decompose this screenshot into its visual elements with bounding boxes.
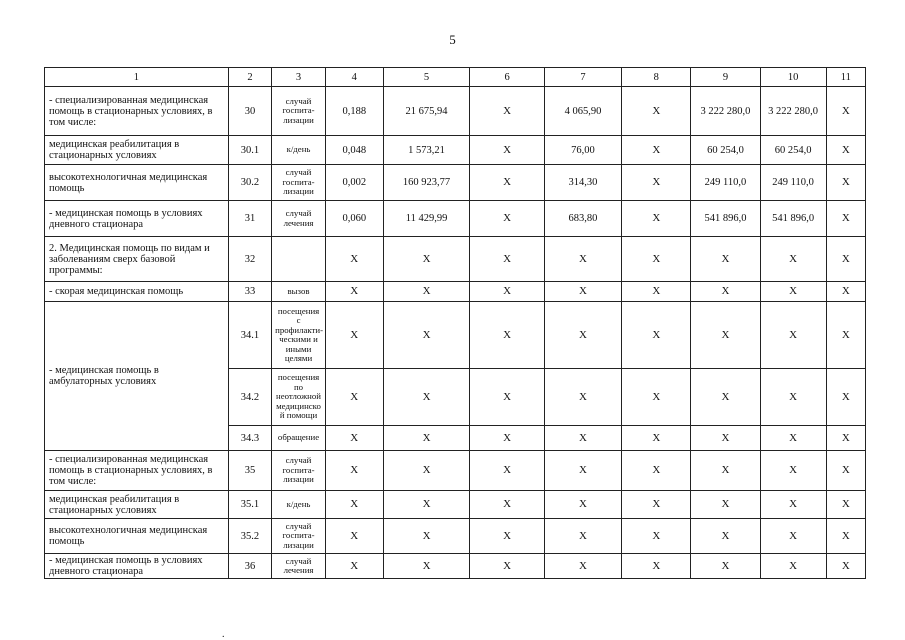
cell-col10: X: [760, 491, 826, 519]
cell-col6: X: [470, 451, 544, 491]
page-number: 5: [449, 32, 456, 47]
cell-col10: X: [760, 369, 826, 426]
column-header: 1: [45, 68, 229, 87]
cell-col6: X: [470, 87, 544, 136]
cell-col7: X: [544, 491, 621, 519]
cell-col5: X: [383, 302, 470, 369]
cell-col9: 249 110,0: [691, 165, 760, 201]
column-header: 10: [760, 68, 826, 87]
cell-col6: X: [470, 426, 544, 451]
row-unit: к/день: [272, 136, 326, 165]
table-row: [45, 282, 866, 302]
cell-col5: X: [383, 426, 470, 451]
row-unit: случай госпита-лизации: [272, 87, 326, 136]
cell-col9: X: [691, 451, 760, 491]
cell-col5: X: [383, 491, 470, 519]
cell-col10: 249 110,0: [760, 165, 826, 201]
cell-col11: X: [826, 87, 865, 136]
row-name: - медицинская помощь в условиях дневного стационара: [45, 554, 229, 579]
cell-col10: 541 896,0: [760, 201, 826, 237]
cell-col7: X: [544, 451, 621, 491]
cell-col11: X: [826, 282, 865, 302]
cell-col10: X: [760, 426, 826, 451]
cell-col11: X: [826, 491, 865, 519]
cell-col8: X: [622, 491, 691, 519]
cell-col7: X: [544, 554, 621, 579]
row-name: высокотехнологичная медицинская помощь: [45, 519, 229, 554]
cell-col4: X: [325, 369, 383, 426]
cell-col7: 76,00: [544, 136, 621, 165]
row-name: 2. Медицинская помощь по видам и заболеваниям сверх базовой программы:: [45, 237, 229, 282]
cell-col4: X: [325, 491, 383, 519]
cell-col9: X: [691, 237, 760, 282]
cell-col10: X: [760, 554, 826, 579]
cell-col4: 0,060: [325, 201, 383, 237]
cell-col6: X: [470, 491, 544, 519]
cell-col9: 60 254,0: [691, 136, 760, 165]
cell-col4: X: [325, 426, 383, 451]
row-code: 33: [228, 282, 271, 302]
cell-col5: X: [383, 554, 470, 579]
row-name: - специализированная медицинская помощь в стационарных условиях, в том числе:: [45, 451, 229, 491]
cell-col5: X: [383, 237, 470, 282]
cell-col6: X: [470, 201, 544, 237]
table-row: [45, 519, 866, 554]
cell-col5: 160 923,77: [383, 165, 470, 201]
row-name: - специализированная медицинская помощь в стационарных условиях, в том числе:: [45, 87, 229, 136]
table-row: [45, 491, 866, 519]
row-code: 35.1: [228, 491, 271, 519]
cell-col4: X: [325, 451, 383, 491]
cell-col5: X: [383, 369, 470, 426]
cell-col6: X: [470, 302, 544, 369]
row-name: - медицинская помощь в условиях дневного стационара: [45, 201, 229, 237]
cell-col8: X: [622, 201, 691, 237]
cell-col6: X: [470, 165, 544, 201]
cell-col8: X: [622, 165, 691, 201]
cell-col10: X: [760, 519, 826, 554]
cell-col7: 4 065,90: [544, 87, 621, 136]
cell-col10: 3 222 280,0: [760, 87, 826, 136]
row-code: 34.3: [228, 426, 271, 451]
row-name: высокотехнологичная медицинская помощь: [45, 165, 229, 201]
cell-col5: X: [383, 282, 470, 302]
row-code: 35: [228, 451, 271, 491]
column-header: 6: [470, 68, 544, 87]
cell-col11: X: [826, 136, 865, 165]
cell-col4: X: [325, 554, 383, 579]
cell-col9: X: [691, 369, 760, 426]
table-row: [45, 165, 866, 201]
cell-col9: X: [691, 554, 760, 579]
table-row: [45, 201, 866, 237]
cell-col6: X: [470, 136, 544, 165]
cell-col11: X: [826, 237, 865, 282]
cell-col4: 0,188: [325, 87, 383, 136]
row-code: 30.2: [228, 165, 271, 201]
cell-col6: X: [470, 282, 544, 302]
cell-col11: X: [826, 554, 865, 579]
table-row: [45, 302, 866, 369]
cell-col7: 314,30: [544, 165, 621, 201]
cell-col5: 21 675,94: [383, 87, 470, 136]
row-unit: посещения с профилакти-ческими и иными целями: [272, 302, 326, 369]
cell-col7: 683,80: [544, 201, 621, 237]
cell-col7: X: [544, 302, 621, 369]
cell-col5: 1 573,21: [383, 136, 470, 165]
column-header: 8: [622, 68, 691, 87]
cell-col8: X: [622, 451, 691, 491]
cell-col4: X: [325, 237, 383, 282]
cell-col11: X: [826, 201, 865, 237]
table-row: [45, 87, 866, 136]
row-unit: вызов: [272, 282, 326, 302]
row-unit: [272, 237, 326, 282]
row-code: 30: [228, 87, 271, 136]
row-name: - медицинская помощь в амбулаторных условиях: [45, 302, 229, 451]
cell-col11: X: [826, 519, 865, 554]
row-code: 31: [228, 201, 271, 237]
header-row: [45, 68, 866, 87]
cell-col4: X: [325, 302, 383, 369]
row-unit: случай лечения: [272, 554, 326, 579]
cell-col6: X: [470, 237, 544, 282]
cell-col4: X: [325, 519, 383, 554]
data-table: [44, 67, 866, 579]
cell-col9: X: [691, 491, 760, 519]
footer-mark: .: [222, 629, 225, 640]
cell-col8: X: [622, 282, 691, 302]
cell-col11: X: [826, 369, 865, 426]
table-row: [45, 136, 866, 165]
table-row: [45, 554, 866, 579]
cell-col7: X: [544, 519, 621, 554]
column-header: 9: [691, 68, 760, 87]
cell-col4: 0,048: [325, 136, 383, 165]
column-header: 3: [272, 68, 326, 87]
cell-col9: X: [691, 302, 760, 369]
cell-col11: X: [826, 165, 865, 201]
row-unit: к/день: [272, 491, 326, 519]
cell-col9: X: [691, 519, 760, 554]
column-header: 5: [383, 68, 470, 87]
cell-col8: X: [622, 369, 691, 426]
cell-col5: 11 429,99: [383, 201, 470, 237]
cell-col9: 3 222 280,0: [691, 87, 760, 136]
row-code: 34.1: [228, 302, 271, 369]
cell-col4: 0,002: [325, 165, 383, 201]
table-row: [45, 237, 866, 282]
cell-col8: X: [622, 554, 691, 579]
row-unit: посещения по неотложной медицинско й помощи: [272, 369, 326, 426]
row-code: 35.2: [228, 519, 271, 554]
row-unit: случай госпита-лизации: [272, 451, 326, 491]
column-header: 2: [228, 68, 271, 87]
cell-col11: X: [826, 451, 865, 491]
column-header: 11: [826, 68, 865, 87]
cell-col7: X: [544, 282, 621, 302]
row-name: медицинская реабилитация в стационарных условиях: [45, 136, 229, 165]
row-name: - скорая медицинская помощь: [45, 282, 229, 302]
cell-col8: X: [622, 136, 691, 165]
cell-col8: X: [622, 237, 691, 282]
cell-col6: X: [470, 554, 544, 579]
column-header: 4: [325, 68, 383, 87]
cell-col8: X: [622, 426, 691, 451]
cell-col7: X: [544, 369, 621, 426]
cell-col11: X: [826, 302, 865, 369]
cell-col6: X: [470, 369, 544, 426]
column-header: 7: [544, 68, 621, 87]
cell-col7: X: [544, 237, 621, 282]
cell-col5: X: [383, 519, 470, 554]
cell-col4: X: [325, 282, 383, 302]
cell-col10: X: [760, 282, 826, 302]
cell-col10: X: [760, 302, 826, 369]
cell-col10: X: [760, 237, 826, 282]
cell-col10: X: [760, 451, 826, 491]
cell-col7: X: [544, 426, 621, 451]
cell-col9: X: [691, 426, 760, 451]
row-code: 30.1: [228, 136, 271, 165]
cell-col5: X: [383, 451, 470, 491]
cell-col6: X: [470, 519, 544, 554]
row-code: 34.2: [228, 369, 271, 426]
row-code: 32: [228, 237, 271, 282]
row-unit: случай госпита-лизации: [272, 165, 326, 201]
table-row: [45, 451, 866, 491]
cell-col8: X: [622, 302, 691, 369]
row-unit: случай лечения: [272, 201, 326, 237]
cell-col11: X: [826, 426, 865, 451]
row-name: медицинская реабилитация в стационарных условиях: [45, 491, 229, 519]
cell-col9: X: [691, 282, 760, 302]
row-unit: случай госпита-лизации: [272, 519, 326, 554]
cell-col8: X: [622, 519, 691, 554]
row-code: 36: [228, 554, 271, 579]
cell-col9: 541 896,0: [691, 201, 760, 237]
row-unit: обращение: [272, 426, 326, 451]
cell-col10: 60 254,0: [760, 136, 826, 165]
cell-col8: X: [622, 87, 691, 136]
